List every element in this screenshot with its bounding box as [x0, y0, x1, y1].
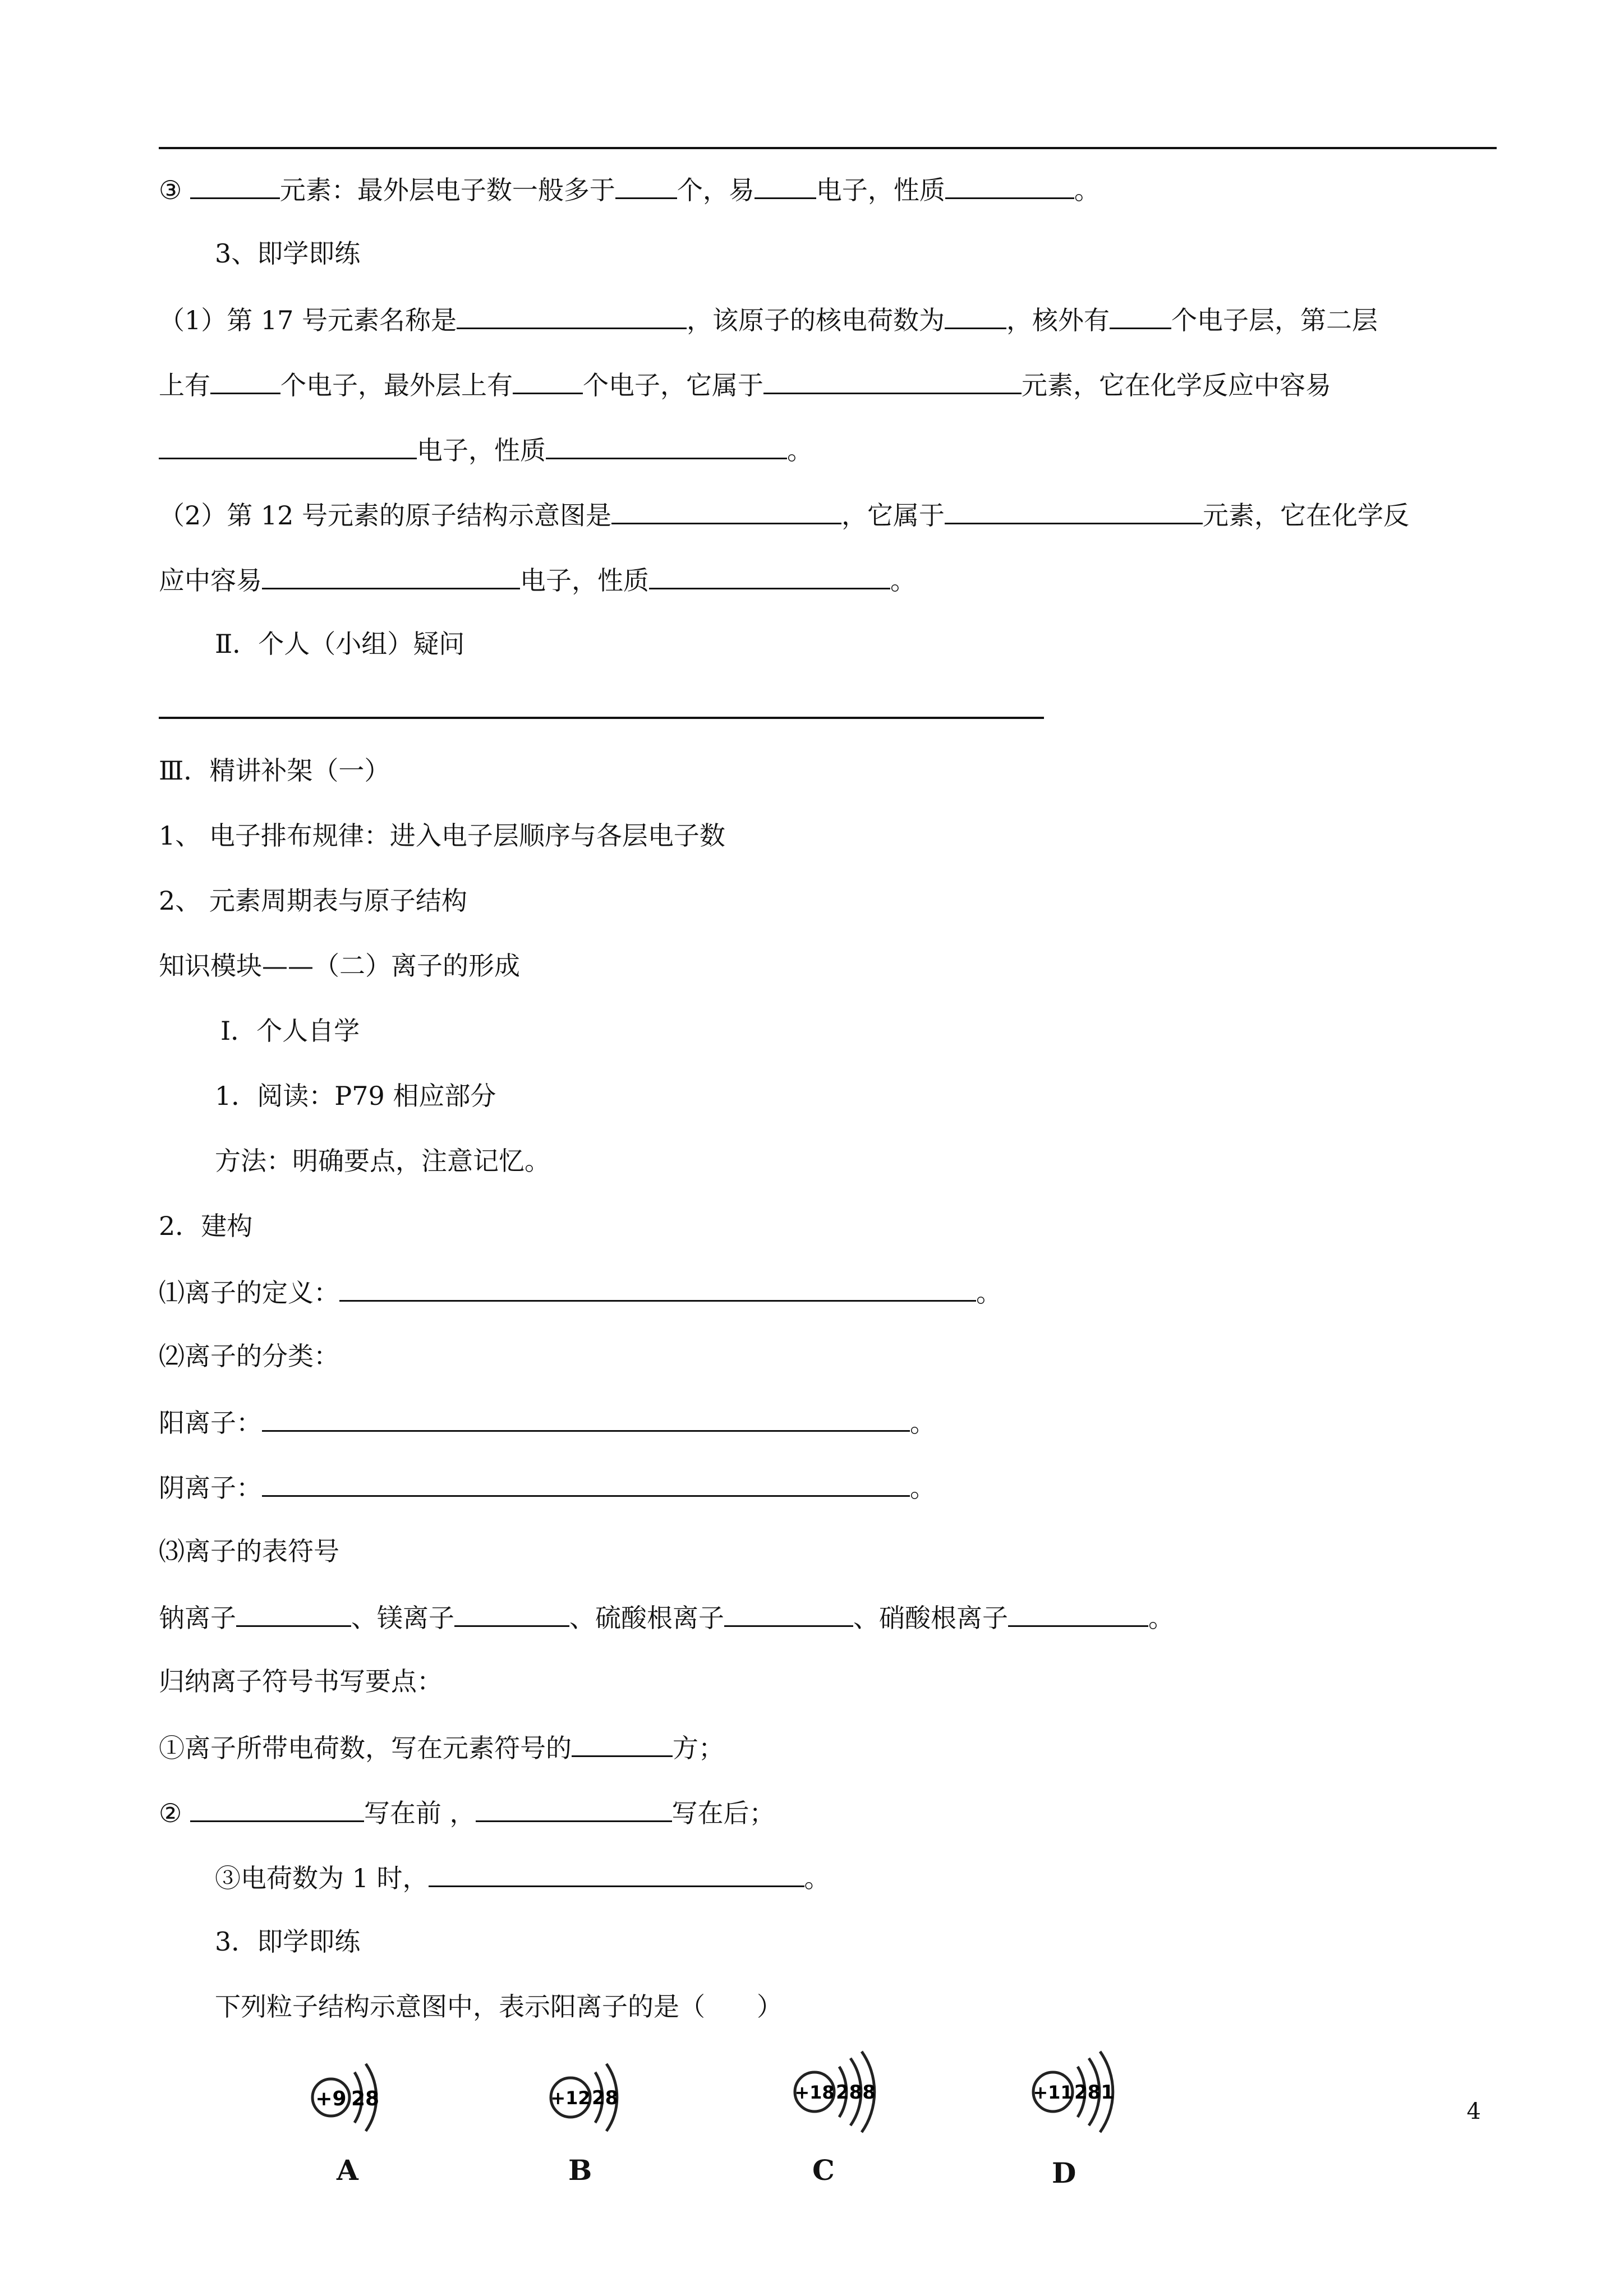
lecture-point-1: 1、 电子排布规律：进入电子层顺序与各层电子数	[159, 820, 725, 851]
section-lecture-heading: Ⅲ．精讲补架（一）	[159, 755, 390, 786]
question-cation: 下列粒子结构示意图中，表示阳离子的是（ ）	[215, 1991, 783, 2022]
blank[interactable]	[429, 1860, 804, 1887]
atom-structure-icon	[547, 2047, 659, 2148]
blank[interactable]	[615, 172, 677, 199]
question-2-line-2: 应中容易 电子，性质 。	[159, 562, 916, 597]
atom-diagram-d[interactable]	[1029, 2041, 1158, 2189]
shell-electrons: 288	[836, 2081, 876, 2104]
blank[interactable]	[572, 1730, 673, 1757]
nucleus-charge: +12	[550, 2087, 591, 2109]
shell-electrons: 281	[1074, 2081, 1114, 2104]
ion-symbol-rules-heading: 归纳离子符号书写要点：	[159, 1666, 443, 1696]
option-label: B	[568, 2154, 592, 2187]
nucleus-charge: +11	[1033, 2082, 1073, 2103]
option-label: D	[1052, 2156, 1076, 2189]
blank[interactable]	[611, 497, 841, 524]
question-1-line-3: 电子，性质 。	[159, 432, 813, 467]
rule-2: ② 写在前 ， 写在后；	[159, 1795, 775, 1830]
rule-3: ③电荷数为 1 时， 。	[215, 1860, 830, 1895]
blank[interactable]	[457, 302, 687, 329]
module-heading: 知识模块——（二）离子的形成	[159, 951, 520, 981]
construct-heading: 2．建构	[159, 1211, 253, 1241]
blank[interactable]	[1008, 1599, 1148, 1627]
shell-electrons: 28	[351, 2087, 380, 2110]
blank[interactable]	[724, 1599, 853, 1627]
nucleus-charge: +9	[315, 2087, 347, 2110]
blank[interactable]	[190, 1795, 364, 1822]
anion-line: 阴离子： 。	[159, 1469, 936, 1505]
cation-line: 阳离子： 。	[159, 1404, 936, 1440]
blank[interactable]	[649, 562, 890, 589]
option-label: A	[337, 2154, 358, 2187]
blank[interactable]	[513, 367, 583, 394]
line-nonmetal-element: ③ 元素：最外层电子数一般多于 个，易 电子，性质 。	[159, 172, 1100, 207]
blank[interactable]	[763, 367, 1022, 394]
question-2-line-1: （2）第 12 号元素的原子结构示意图是 ，它属于 元素，它在化学反	[159, 497, 1409, 532]
reading-instruction: 1．阅读：P79 相应部分	[215, 1081, 496, 1111]
nucleus-charge: +18	[794, 2082, 835, 2103]
blank[interactable]	[476, 1795, 672, 1822]
blank[interactable]	[945, 497, 1203, 524]
blank[interactable]	[210, 367, 280, 394]
header-rule	[159, 147, 1497, 149]
blank[interactable]	[262, 1469, 910, 1497]
rule-1: ①离子所带电荷数，写在元素符号的 方；	[159, 1730, 724, 1765]
blank[interactable]	[262, 1404, 910, 1432]
ion-symbol-heading: ⑶离子的表符号	[159, 1536, 339, 1566]
blank[interactable]	[1110, 302, 1171, 329]
blank[interactable]	[546, 432, 787, 459]
practice-heading-2: 3．即学即练	[215, 1926, 361, 1957]
ion-definition: ⑴离子的定义： 。	[159, 1274, 1002, 1310]
section-practice-heading: 3、即学即练	[215, 238, 361, 269]
atom-structure-icon	[791, 2041, 920, 2142]
blank[interactable]	[339, 1274, 976, 1302]
method-instruction: 方法：明确要点，注意记忆。	[215, 1146, 550, 1176]
question-answer-line[interactable]	[159, 717, 1044, 719]
blank[interactable]	[190, 172, 280, 199]
question-1-line-2: 上有 个电子，最外层上有 个电子，它属于 元素，它在化学反应中容易	[159, 367, 1331, 402]
self-study-heading: Ⅰ．个人自学	[220, 1016, 360, 1046]
atom-diagram-a[interactable]	[309, 2047, 421, 2187]
option-label: C	[812, 2154, 835, 2187]
ion-symbols-line: 钠离子 、镁离子 、硫酸根离子 、硝酸根离子 。	[159, 1599, 1174, 1635]
atom-diagram-b[interactable]	[547, 2047, 659, 2187]
atom-diagram-c[interactable]	[791, 2041, 920, 2187]
atom-structure-icon	[309, 2047, 421, 2148]
lecture-point-2: 2、 元素周期表与原子结构	[159, 886, 467, 916]
question-1-line-1: （1）第 17 号元素名称是 ，该原子的核电荷数为 ，核外有 个电子层，第二层	[159, 302, 1378, 337]
blank[interactable]	[159, 432, 417, 459]
blank[interactable]	[755, 172, 816, 199]
blank[interactable]	[945, 172, 1074, 199]
section-questions-heading: Ⅱ．个人（小组）疑问	[215, 629, 465, 659]
blank[interactable]	[236, 1599, 351, 1627]
atom-structure-icon	[1029, 2041, 1158, 2142]
shell-electrons: 28	[592, 2087, 619, 2109]
page-number: 4	[1466, 2099, 1481, 2124]
blank[interactable]	[262, 562, 520, 589]
blank[interactable]	[945, 302, 1006, 329]
ion-classification: ⑵离子的分类：	[159, 1341, 339, 1371]
blank[interactable]	[454, 1599, 569, 1627]
